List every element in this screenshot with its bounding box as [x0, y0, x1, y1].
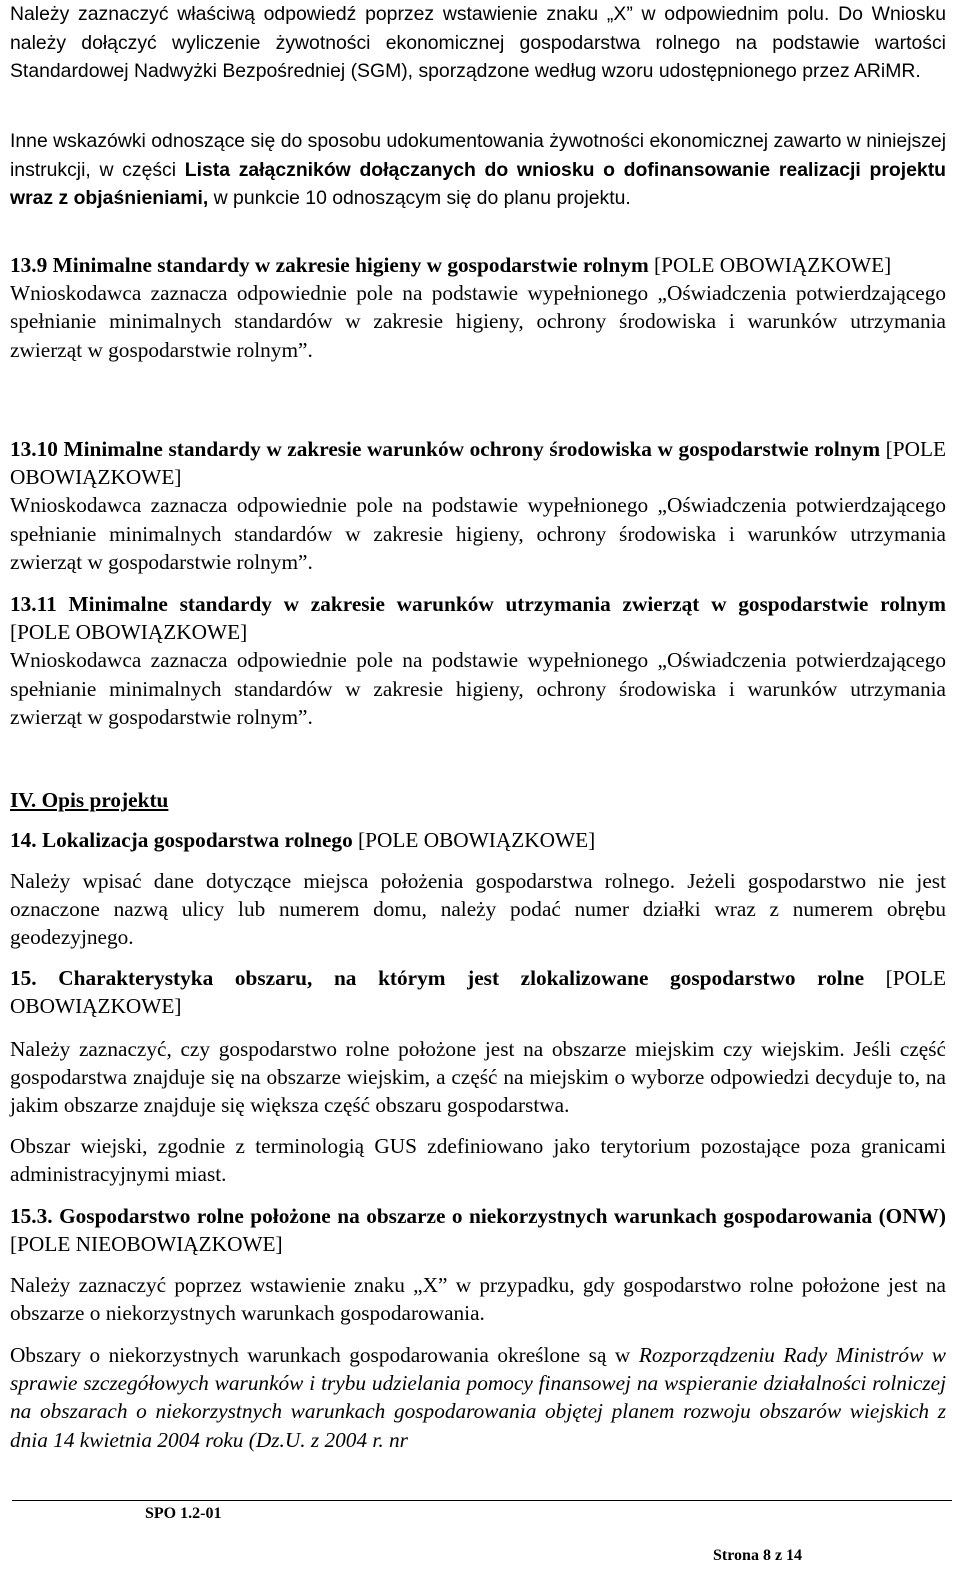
section-15-3-title: 15.3. Gospodarstwo rolne położone na obszarze o niekorzystnych warunkach gospodarowania (ONW)	[10, 1204, 946, 1228]
section-13-11	[10, 590, 946, 731]
section-14-body: Należy wpisać dane dotyczące miejsca położenia gospodarstwa rolnego. Jeżeli gospodarstwo nie jest oznaczone nazwą ulicy lub numerem domu, należy podać numer działki wraz z numerem obrębu geodezyjnego.	[10, 869, 946, 950]
footer-page-number: Strona 8 z 14	[713, 1547, 803, 1564]
section-13-11-body: Wnioskodawca zaznacza odpowiednie pole na podstawie wypełnionego „Oświadczenia potwierdzającego spełnianie minimalnych standardów w zakresie higieny, ochrony środowiska i warunków utrzymania zwierząt w gospodarstwie rolnym”.	[10, 648, 946, 729]
section-15-3-heading	[10, 1202, 946, 1258]
intro-paragraph-2-text-b: w punkcie 10 odnoszącym się do planu projektu.	[208, 187, 631, 210]
section-15-title: 15. Charakterystyka obszaru, na którym jest zlokalizowane gospodarstwo rolne	[10, 966, 865, 990]
section-13-10	[10, 435, 946, 576]
section-15-3-body-1: Należy zaznaczyć poprzez wstawienie znaku „X” w przypadku, gdy gospodarstwo rolne położone jest na obszarze o niekorzystnych warunkach gospodarowania.	[10, 1273, 946, 1326]
section-15-tag: [POLE OBOWIĄZKOWE]	[10, 966, 946, 1019]
part-iv-title-text: IV. Opis projektu	[10, 788, 169, 812]
section-13-11-heading	[10, 590, 946, 646]
section-13-10-title: 13.10 Minimalne standardy w zakresie warunków ochrony środowiska w gospodarstwie rolnym	[10, 437, 881, 461]
section-15-3-body-2	[10, 1341, 946, 1454]
section-13-9-title: 13.9 Minimalne standardy w zakresie higieny w gospodarstwie rolnym	[10, 253, 649, 277]
section-15-3-tag: [POLE NIEOBOWIĄZKOWE]	[10, 1232, 283, 1257]
section-13-9	[10, 251, 946, 364]
section-14-title: 14. Lokalizacja gospodarstwa rolnego	[10, 828, 353, 852]
section-15-body-2: Obszar wiejski, zgodnie z terminologią GUS zdefiniowano jako terytorium pozostające poza granicami administracyjnymi miast.	[10, 1134, 946, 1187]
section-13-10-body: Wnioskodawca zaznacza odpowiednie pole na podstawie wypełnionego „Oświadczenia potwierdzającego spełnianie minimalnych standardów w zakresie higieny, ochrony środowiska i warunków utrzymania zwierząt w gospodarstwie rolnym”.	[10, 493, 946, 574]
section-13-9-body: Wnioskodawca zaznacza odpowiednie pole na podstawie wypełnionego „Oświadczenia potwierdzającego spełnianie minimalnych standardów w zakresie higieny, ochrony środowiska i warunków utrzymania zwierząt w gospodarstwie rolnym”.	[10, 281, 946, 362]
intro-paragraph-2-text-a: Inne wskazówki odnoszące się do sposobu udokumentowania żywotności ekonomicznej zawarto w niniejszej instrukcji, w części	[10, 130, 946, 181]
section-13-11-title: 13.11 Minimalne standardy w zakresie warunków utrzymania zwierząt w gospodarstwie rolnym	[10, 592, 946, 616]
section-13-11-tag: [POLE OBOWIĄZKOWE]	[10, 620, 248, 645]
section-13-10-heading	[10, 435, 946, 491]
footer-divider	[12, 1500, 952, 1501]
section-14-tag: [POLE OBOWIĄZKOWE]	[352, 828, 596, 852]
section-13-10-tag: [POLE OBOWIĄZKOWE]	[10, 437, 946, 490]
attachments-list-reference: Lista załączników dołączanych do wniosku o dofinansowanie realizacji projektu wraz z objaśnieniami,	[10, 158, 946, 210]
section-15-heading	[10, 964, 946, 1020]
section-15-body-1: Należy zaznaczyć, czy gospodarstwo rolne położone jest na obszarze miejskim czy wiejskim. Jeśli część gospodarstwa znajduje się na obszarze wiejskim, a część na miejskim o wyborze odpowiedzi decyduje to, na jakim obszarze znajduje się większa część obszaru gospodarstwa.	[10, 1037, 946, 1118]
section-13-9-tag: [POLE OBOWIĄZKOWE]	[648, 253, 892, 277]
section-14-heading	[10, 826, 946, 854]
section-13-9-heading	[10, 251, 946, 279]
section-15-3-body-2-text: Obszary o niekorzystnych warunkach gospodarowania określone są w	[10, 1343, 639, 1367]
intro-paragraph-1: Należy zaznaczyć właściwą odpowiedź poprzez wstawienie znaku „X” w odpowiednim polu. Do Wniosku należy dołączyć wyliczenie żywotności ekonomicznej gospodarstwa rolnego na podstawie wartości Standardowej Nadwyżki Bezpośredniej (SGM), sporządzone według wzoru udostępnionego przez ARiMR.	[10, 3, 946, 83]
part-iv-title	[10, 786, 168, 814]
footer-document-code: SPO 1.2-01	[145, 1505, 222, 1522]
intro-paragraph-2	[10, 127, 946, 213]
regulation-citation: Rozporządzeniu Rady Ministrów w sprawie szczegółowych warunków i trybu udzielania pomocy finansowej na wspieranie działalności rolniczej na obszarach o niekorzystnych warunkach gospodarowania objętej planem rozwoju obszarów wiejskich z dnia 14 kwietnia 2004 roku (Dz.U. z 2004 r. nr	[10, 1343, 946, 1452]
